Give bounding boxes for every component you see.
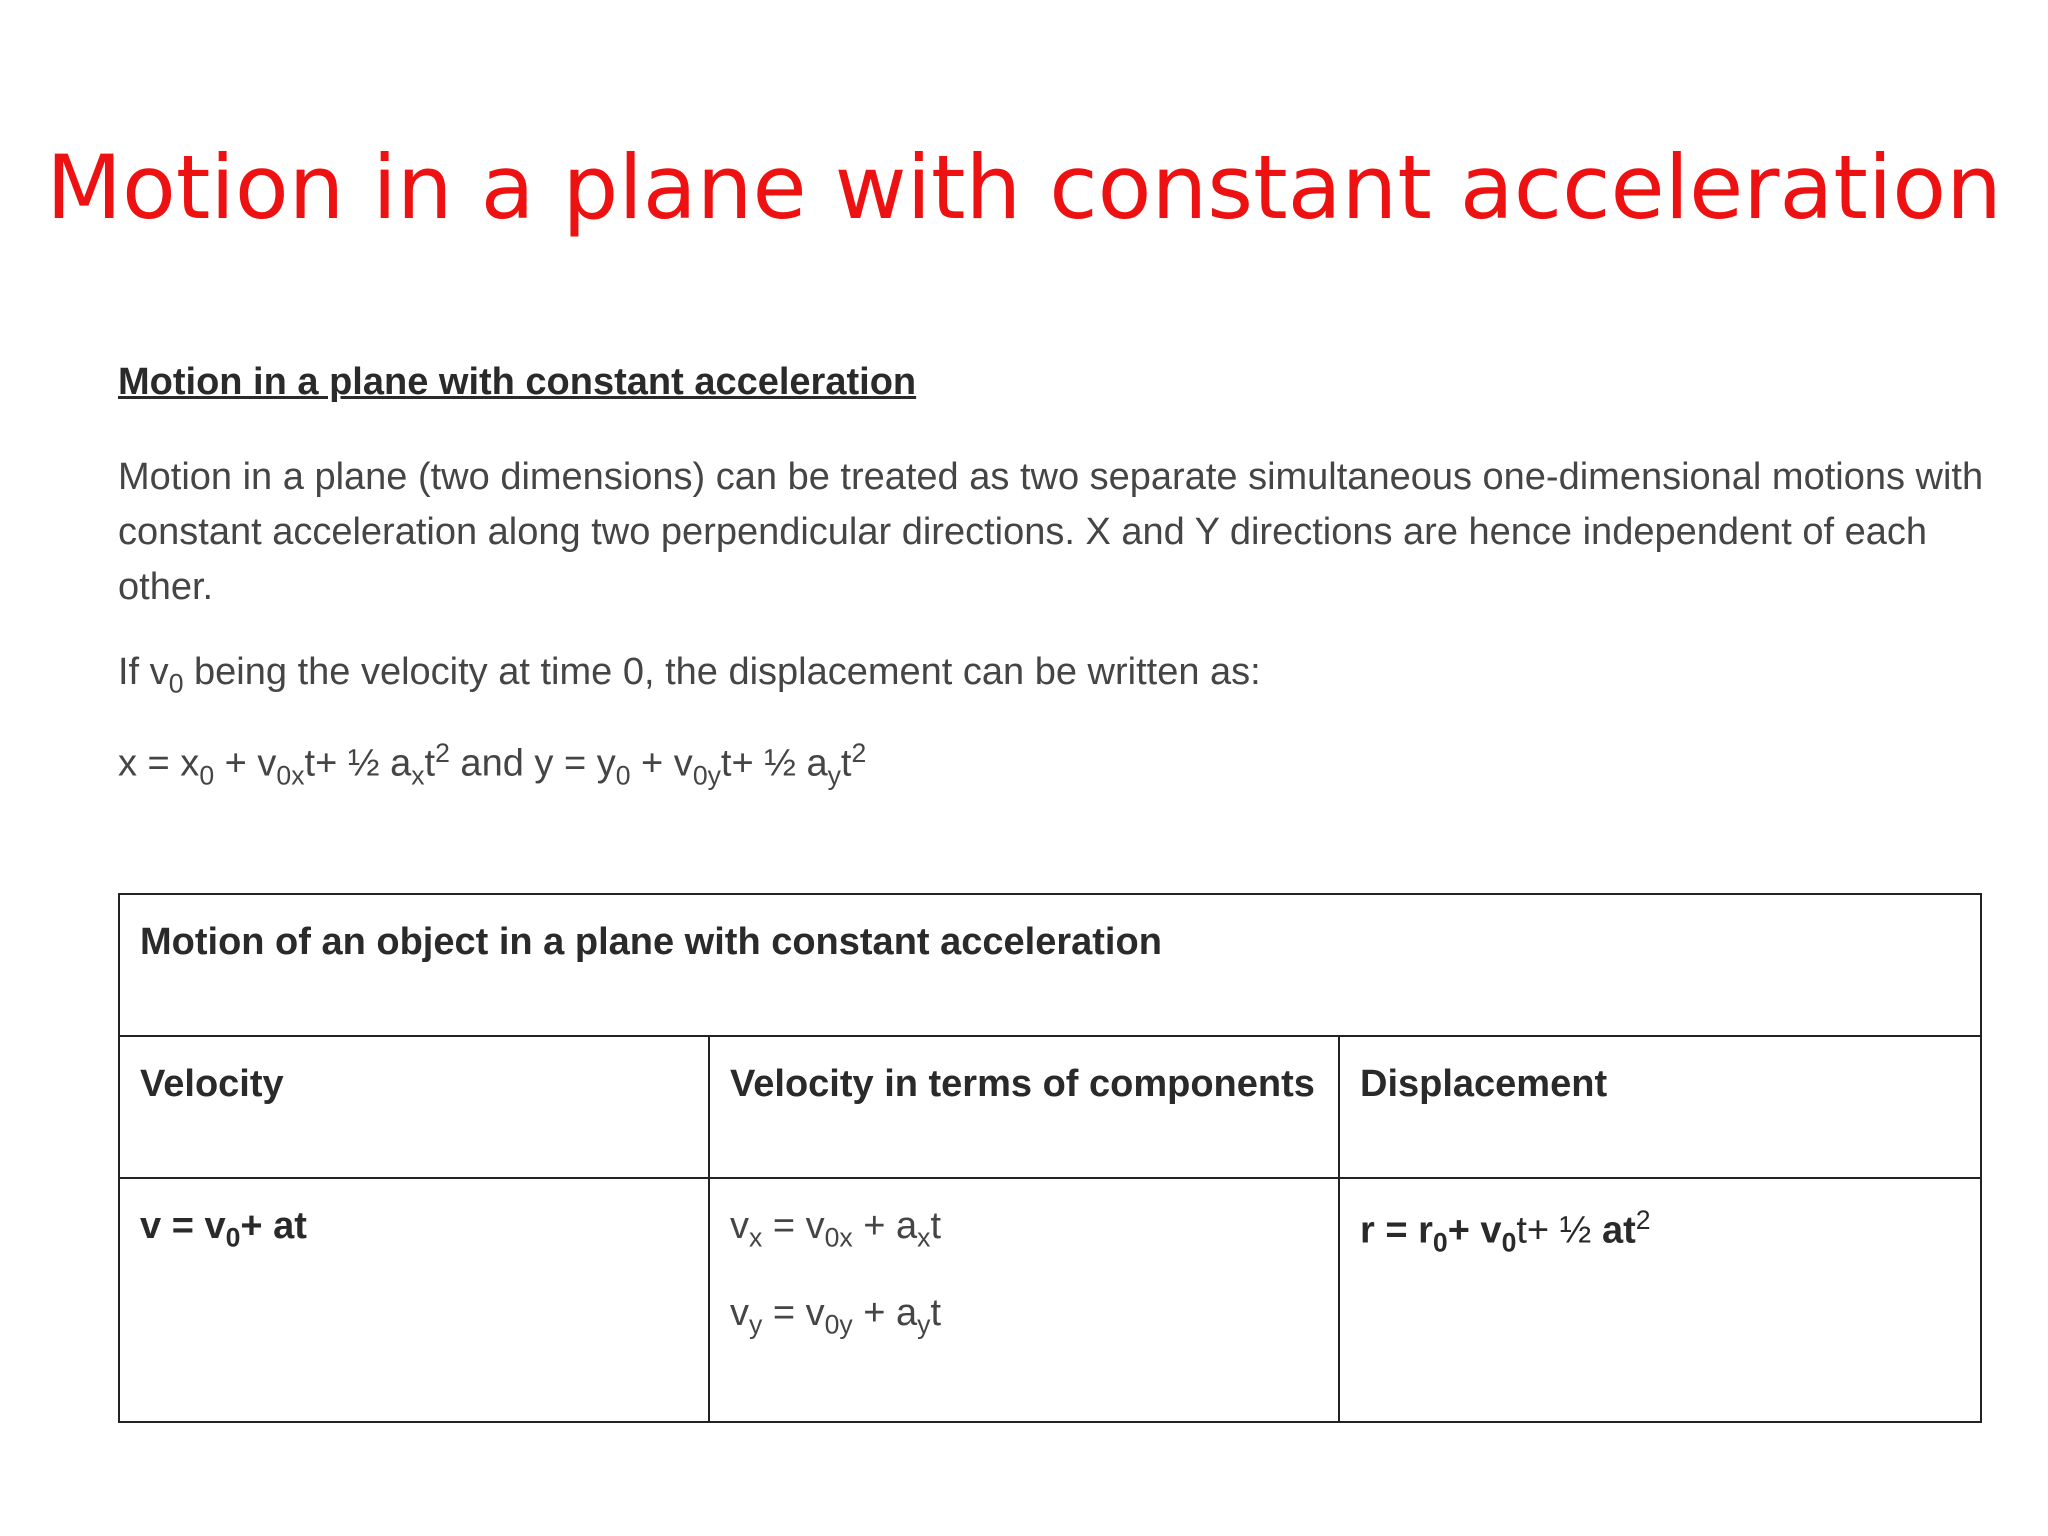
formula-t2: t	[840, 742, 852, 785]
formula-exp2: 2	[851, 737, 867, 768]
formula-t: t	[424, 742, 436, 785]
ay-sub: y	[917, 1309, 931, 1340]
header-velocity: Velocity	[119, 1036, 709, 1178]
velocity-sub: 0	[225, 1222, 241, 1253]
displacement-formula	[118, 734, 1998, 795]
disp-r0: 0	[1432, 1227, 1448, 1258]
header-components: Velocity in terms of components	[709, 1036, 1339, 1178]
vx-sub: x	[749, 1222, 763, 1253]
formula-exp: 2	[435, 737, 450, 768]
vy-t: t	[930, 1291, 942, 1334]
intro-paragraph: Motion in a plane (two dimensions) can be treated as two separate simultaneous one-dimensional motions with constant acceleration along two perpendicular directions. X and Y directions are hence independent of each other.	[118, 456, 1984, 609]
velocity-rhs: + at	[240, 1205, 307, 1247]
table-caption: Motion of an object in a plane with constant acceleration	[119, 894, 1981, 1036]
disp-exp: 2	[1635, 1205, 1651, 1235]
vy-plus-a: + a	[852, 1291, 918, 1334]
disp-t-half: t+ ½	[1516, 1209, 1602, 1252]
formula-y0: 0	[615, 759, 631, 790]
disp-v0: 0	[1501, 1227, 1517, 1258]
velocity-intro-prefix: If v	[118, 651, 169, 694]
vy-sub: y	[749, 1309, 763, 1340]
vx-t: t	[930, 1205, 942, 1247]
vy-eq: = v	[762, 1291, 825, 1334]
formula-x: x = x	[118, 742, 200, 785]
formula-v0x: 0x	[276, 759, 305, 790]
v0y-sub: 0y	[824, 1309, 853, 1340]
cell-displacement	[1339, 1178, 1981, 1422]
disp-at: at	[1601, 1209, 1636, 1252]
formula-plus-v: + v	[214, 742, 277, 785]
disp-plus-v: + v	[1447, 1209, 1502, 1252]
vx-symbol: v	[730, 1205, 749, 1247]
table-row	[119, 1178, 1981, 1422]
ax-sub: x	[917, 1222, 931, 1253]
velocity-lhs: v = v	[140, 1205, 226, 1247]
vy-symbol: v	[730, 1291, 749, 1334]
velocity-intro	[118, 645, 1998, 703]
formula-ay: y	[827, 759, 841, 790]
velocity-intro-sub: 0	[168, 668, 184, 699]
formula-and-y: and y = y	[449, 742, 616, 785]
content-body	[118, 355, 1998, 794]
motion-table-wrap	[118, 893, 1980, 1415]
component-vy	[730, 1292, 1318, 1341]
motion-table	[118, 893, 1982, 1423]
table-caption-row	[119, 894, 1981, 1036]
vx-plus-a: + a	[852, 1205, 918, 1247]
table-header-row	[119, 1036, 1981, 1178]
formula-t-half-a2: t+ ½ a	[720, 742, 828, 785]
component-vx	[730, 1205, 1318, 1254]
formula-x0: 0	[199, 759, 215, 790]
vx-eq: = v	[762, 1205, 825, 1247]
disp-r: r = r	[1360, 1209, 1433, 1252]
velocity-intro-suffix: being the velocity at time 0, the displacement can be written as:	[183, 651, 1261, 694]
formula-t-half-a: t+ ½ a	[304, 742, 412, 785]
v0x-sub: 0x	[824, 1222, 853, 1253]
header-displacement: Displacement	[1339, 1036, 1981, 1178]
formula-v0y: 0y	[692, 759, 721, 790]
formula-plus-v2: + v	[630, 742, 693, 785]
section-heading: Motion in a plane with constant acceleration	[118, 361, 917, 403]
cell-components	[709, 1178, 1339, 1422]
cell-velocity	[119, 1178, 709, 1422]
slide-title: Motion in a plane with constant acceleration	[46, 136, 2002, 239]
formula-ax: x	[411, 759, 425, 790]
